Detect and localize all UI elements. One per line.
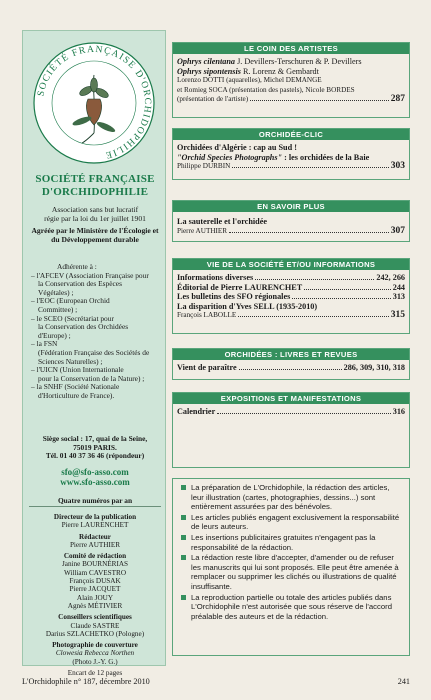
contact-links [29,467,161,487]
toc-page-number: 303 [390,161,405,172]
section-title: LE COIN DES ARTISTES [173,43,409,54]
page-footer [22,676,410,688]
note-item [181,533,403,552]
section-vie-societe [172,258,410,334]
note-text: La préparation de L'Orchidophile, la rédaction des articles, leur illustration (cartes, photographies, dessins...) sont entièrement assurées par des bénévoles. [191,483,390,512]
section-expositions [172,392,410,468]
toc-entry[interactable]: La sauterelle et l'orchidée [177,217,267,226]
toc-entry[interactable]: "Orchid Species Photographs" : les orchidées de la Baie [177,152,370,162]
staff-name: Claude SASTRE [70,621,120,630]
section-artists [172,42,410,118]
membership-line: (Fédération Française des Sociétés de [38,347,150,357]
toc-entry[interactable] [177,283,405,293]
staff-name: Clowesia Rebecca Northen [55,649,135,658]
assoc-line1: Association sans but lucratif [51,205,139,214]
bullet-square-icon [181,535,186,540]
section-title: VIE DE LA SOCIÉTÉ ET/OU INFORMATIONS [173,259,409,270]
toc-author: (présentation de l'artiste) [177,95,249,104]
agree-line1: Agréée par le Ministère de l'Écologie et [31,226,159,235]
staff-name: Agnès MÉTIVIER [67,601,123,610]
note-item [181,593,403,622]
membership-line: Végétales) ; [38,287,74,297]
note-text: La rédaction reste libre d'accepter, d'amender ou de refuser les manuscrits qui lui sont proposés. Elle peut être amenée à remplacer ou supprimer les clichés ou illustrations de qualité insuffisante. [191,553,399,591]
note-text: Les insertions publicitaires gratuites n'engagent pas la responsabilité de la rédaction. [191,532,376,552]
toc-entry[interactable] [177,162,405,172]
membership-line: Sciences Naturelles) ; [38,356,103,366]
toc-page-number: 287 [390,94,405,105]
society-logo [32,41,156,165]
membership-line: la Conservation des Orchidées [38,322,129,332]
bullet-square-icon [181,485,186,490]
section-title: EXPOSITIONS ET MANIFESTATIONS [173,393,409,404]
staff-role: Comité de rédaction [63,552,127,561]
membership-line: pour la Conservation de la Nature) ; [38,373,145,383]
staff-name: Alain JOUY [76,593,114,602]
toc-entry[interactable]: Ophrys cilentana J. Devillers-Terschuren & P. Devillers [177,57,362,66]
toc-entry[interactable] [177,363,405,373]
section-title: EN SAVOIR PLUS [173,201,409,212]
frequency-note: Quatre numéros par an [29,496,161,507]
toc-entry[interactable] [177,273,405,283]
editorial-notes [172,478,410,656]
society-name-line2: D'ORCHIDOPHILIE [41,186,149,198]
toc-page-number: 316 [392,407,405,416]
note-text: La reproduction partielle ou totale des articles publiés dans L'Orchidophile n'est autorisée que sous réserve de l'accord préalable des auteurs et de la rédaction. [191,592,392,621]
toc-entry[interactable] [177,407,405,417]
staff-role: Conseillers scientifiques [58,613,132,622]
membership-line: – la FSN [31,339,58,349]
toc-entry[interactable] [177,95,405,105]
email-link[interactable]: sfo@sfo-asso.com [61,467,129,477]
toc-author: Lorenzo DOTTI (aquarelles), Michel DEMANGE [177,76,322,85]
toc-entry[interactable]: Orchidées d'Algérie : cap au Sud ! [177,143,297,152]
toc-page-number: 313 [392,292,405,302]
toc-entry[interactable] [177,292,405,302]
staff-role: Photographie de couverture [52,641,138,650]
section-title: ORCHIDÉE-CLIC [173,129,409,140]
head-office-city: 75019 PARIS. [73,442,117,452]
staff-name: Janine BOURNÉRIAS [61,560,129,569]
toc-text: Éditorial de Pierre LAURENCHET [177,282,303,292]
membership-line: – l'EOC (European Orchid [31,296,110,306]
staff-name: (Photo J.-Y. G.) [72,657,118,666]
head-office [29,435,161,461]
toc-author: Pierre AUTHIER [177,226,228,235]
toc-page-number: 242, 266 [376,273,405,282]
toc-page-number: 286, 309, 310, 318 [343,363,405,372]
note-item [181,513,403,532]
note-item [181,483,403,512]
toc-entry[interactable]: Ophrys sipontensis R. Lorenz & Gembardt [177,66,319,76]
insert-note: Encart de 12 pages [67,669,123,678]
bullet-square-icon [181,515,186,520]
assoc-line2: régie par la loi du 1er juillet 1901 [44,214,146,223]
orchid-logo-icon [32,41,156,165]
staff-name: Pierre LAURENCHET [61,521,129,530]
bullet-square-icon [181,555,186,560]
toc-page-number: 244 [392,282,405,292]
head-office-phone: Tél. 01 40 37 36 46 (répondeur) [45,451,145,461]
toc-page-number: 315 [390,310,405,321]
editorial-staff [29,513,161,677]
toc-text: Vient de paraître [177,363,237,372]
staff-role: Directeur de la publication [53,513,137,521]
membership-line: – l'UICN (Union Internationale [31,365,124,375]
society-name [23,173,167,199]
society-name-line1: SOCIÉTÉ FRANÇAISE [35,173,155,185]
staff-name: Darius SZLACHETKO (Pologne) [45,629,145,638]
section-livres-revues [172,348,410,380]
toc-entry[interactable]: La disparition d'Yves SELL (1935-2010) [177,301,318,311]
toc-text: Calendrier [177,407,216,416]
website-link[interactable]: www.sfo-asso.com [60,477,130,487]
toc-page-number: 307 [390,225,405,236]
section-en-savoir-plus [172,200,410,242]
toc-author: et Romieg SOCA (présentation des pastels), Nicole BORDES [177,85,355,94]
staff-role: Rédacteur [79,532,111,541]
issue-info: L'Orchidophile n° 187, décembre 2010 [22,677,150,686]
note-text: Les articles publiés engagent exclusivement la responsabilité de leurs auteurs. [191,512,400,532]
society-info-panel [22,30,166,678]
staff-name: Pierre AUTHIER [69,540,121,549]
note-item [181,553,403,591]
membership-line: d'Europe) ; [38,330,71,340]
membership-line: d'Horticulture de France). [38,390,115,400]
memberships-list [31,263,163,401]
memberships-intro: Adhérente à : [57,262,97,271]
page-number: 241 [397,677,410,686]
staff-name: Pierre JACQUET [69,585,121,594]
staff-name: François DUSAK [69,577,121,586]
bullet-square-icon [181,595,186,600]
toc-author: François LABOLLE [177,311,237,320]
toc-entry[interactable] [177,311,405,321]
logo-ring-text: SOCIÉTÉ FRANÇAISE D'ORCHIDOPHILIE [35,43,154,161]
toc-text: Les bulletins des SFO régionales [177,292,291,302]
head-office-address: Siège social : 17, quai de la Seine, [42,434,148,443]
membership-line: – la SNHF (Société Nationale [31,382,120,392]
toc-author: Philippe DURBIN [177,162,231,171]
agree-line2: du Développement durable [51,235,139,244]
membership-line: la Conservation des Espèces [38,279,122,289]
section-title: ORCHIDÉES : LIVRES ET REVUES [173,349,409,360]
membership-line: – le SCEO (Secrétariat pour [31,313,114,323]
section-orchidee-clic [172,128,410,180]
membership-line: – l'AFCEV (Association Française pour [31,270,149,280]
association-status [29,205,161,244]
toc-text: J. Devillers-Terschuren & P. Devillers [237,57,362,66]
toc-text: Informations diverses [177,273,254,282]
staff-name: William CAVESTRO [63,568,127,577]
membership-line: Committee) ; [38,304,78,314]
toc-entry[interactable] [177,227,405,237]
